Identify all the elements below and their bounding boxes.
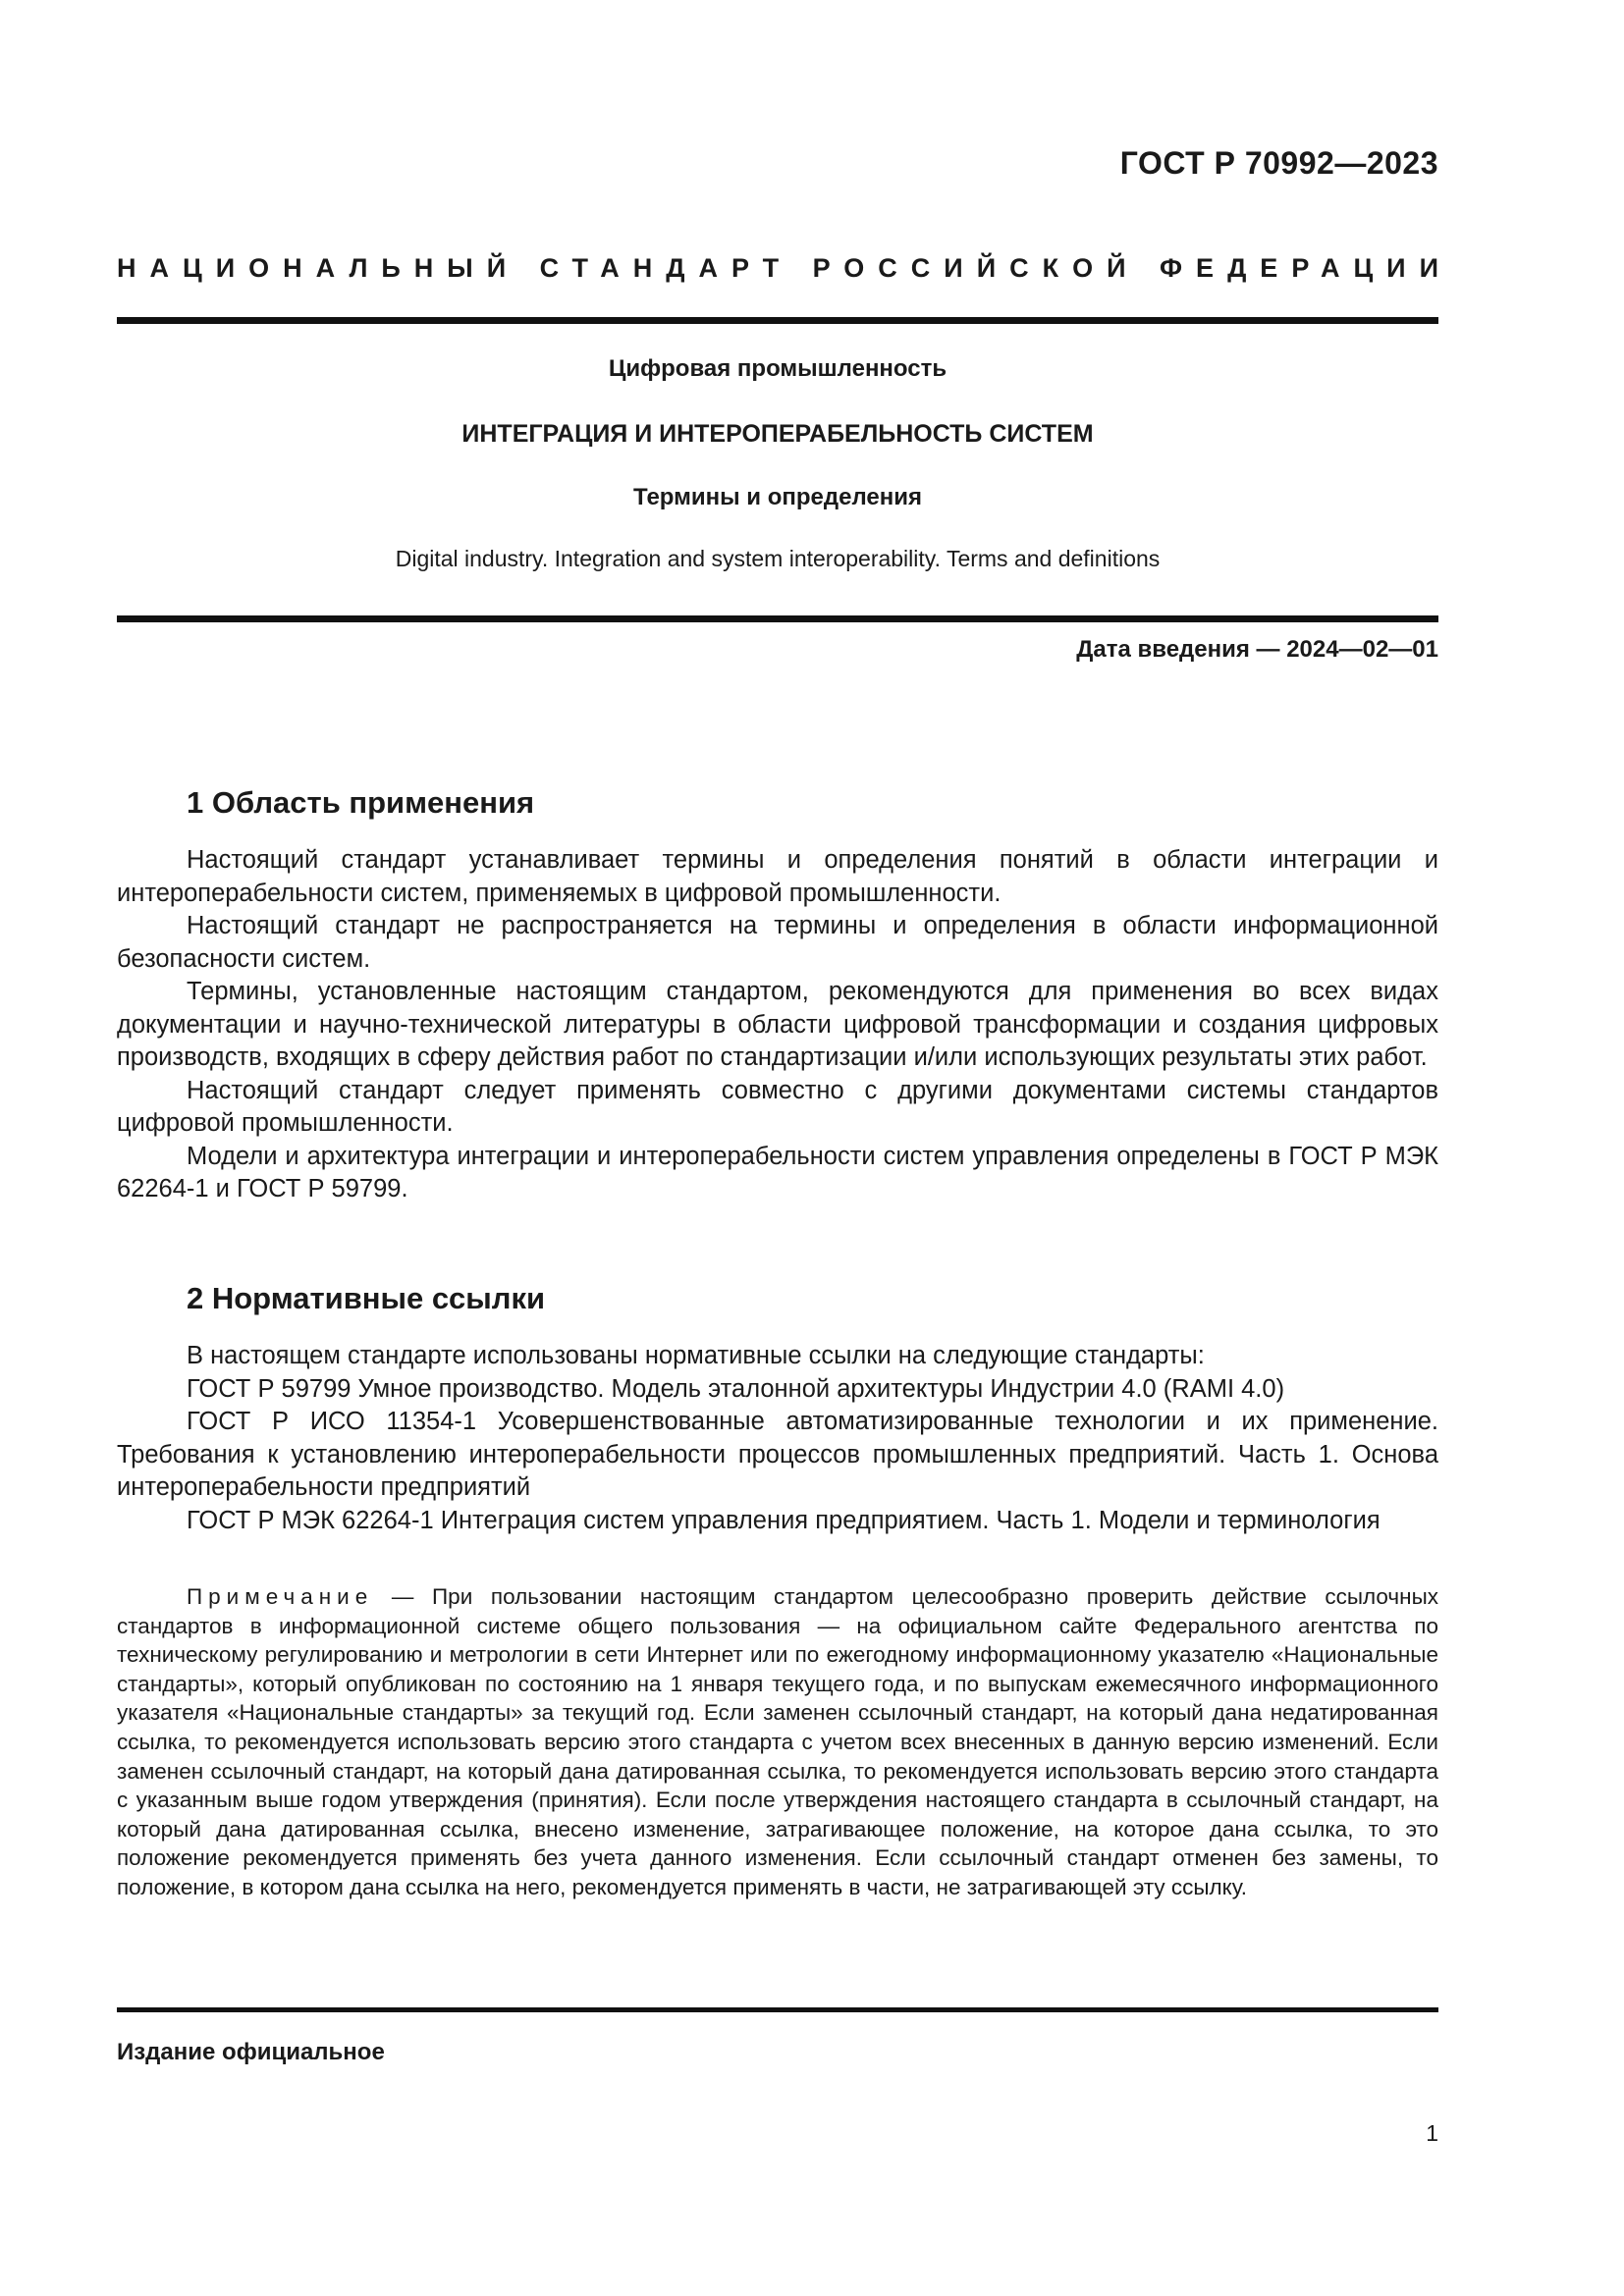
section-1-heading: 1 Область применения (187, 785, 535, 820)
section-2-heading: 2 Нормативные ссылки (187, 1281, 546, 1315)
note-text: — При пользовании настоящим стандартом целесообразно проверить действие ссылочных стандартов в информационной системе общего пользования — на официальном сайте Федерального агентства по техническому регулированию и метрологии в сети Интернет или по ежегодному информационному указателю «Национальные стандарты», который опубликован по состоянию на 1 января текущего года, и по выпускам ежемесячного информационного указателя «Национальные стандарты» за текущий год. Если заменен ссылочный стандарт, на который дана недатированная ссылка, то рекомендуется использовать версию этого стандарта с учетом всех внесенных в данную версию изменений. Если заменен ссылочный стандарт, на который дана датированная ссылка, то рекомендуется использовать версию этого стандарта с указанным выше годом утверждения (принятия). Если после утверждения настоящего стандарта в ссылочный стандарт, на который дана датированная ссылка, внесено изменение, затрагивающее положение, на которое дана ссылка, то это положение рекомендуется применять без учета данного изменения. Если ссылочный стандарт отменен без замены, то положение, в котором дана ссылка на него, рекомендуется применять в части, не затрагивающей эту ссылку. (117, 1584, 1438, 1899)
reference-item: ГОСТ Р МЭК 62264-1 Интеграция систем управления предприятием. Часть 1. Модели и терминология (187, 1506, 1380, 1534)
document-number: ГОСТ Р 70992—2023 (1119, 145, 1438, 181)
title-industry: Цифровая промышленность (608, 355, 947, 382)
title-subtitle: Термины и определения (632, 484, 923, 510)
title-english: Digital industry. Integration and system interoperability. Terms and definitions (395, 546, 1161, 571)
page-number: 1 (1426, 2120, 1438, 2146)
national-standard-header (117, 253, 1452, 284)
header-word: НАЦИОНАЛЬНЫЙ (117, 253, 520, 283)
top-divider (117, 317, 1438, 324)
section-1-body (117, 844, 1438, 1206)
document-page (117, 0, 1452, 2296)
note-label: Примечание (187, 1584, 374, 1609)
header-word: СТАНДАРТ (539, 253, 793, 283)
section-2-body (117, 1340, 1438, 1537)
header-word: РОССИЙСКОЙ (812, 253, 1140, 283)
paragraph: Настоящий стандарт устанавливает термины и определения понятий в области интеграции и интероперабельности систем, применяемых в цифровой промышленности. (117, 846, 1438, 907)
introduction-date: Дата введения — 2024—02—01 (1076, 636, 1438, 663)
paragraph: В настоящем стандарте использованы нормативные ссылки на следующие стандарты: (187, 1342, 1205, 1369)
header-word: ФЕДЕРАЦИИ (1160, 253, 1452, 283)
reference-item: ГОСТ Р ИСО 11354-1 Усовершенствованные автоматизированные технологии и их применение. Требования к установлению интероперабельности процессов промышленных предприятий. Часть 1. Основа интероперабельности предприятий (117, 1408, 1438, 1501)
note-block (117, 1582, 1438, 1902)
paragraph: Термины, установленные настоящим стандартом, рекомендуются для применения во всех видах документации и научно-технической литературы в области цифровой трансформации и создания цифровых производств, входящих в сферу действия работ по стандартизации и/или использующих результаты этих работ. (117, 978, 1438, 1071)
title-main: ИНТЕГРАЦИЯ И ИНТЕРОПЕРАБЕЛЬНОСТЬ СИСТЕМ (461, 420, 1094, 448)
reference-item: ГОСТ Р 59799 Умное производство. Модель эталонной архитектуры Индустрии 4.0 (RAMI 4.0) (187, 1374, 1285, 1403)
official-edition-label: Издание официальное (117, 2039, 385, 2065)
title-divider (117, 615, 1438, 622)
paragraph: Настоящий стандарт следует применять совместно с другими документами системы стандартов цифровой промышленности. (117, 1076, 1438, 1137)
paragraph: Настоящий стандарт не распространяется на термины и определения в области информационной безопасности систем. (117, 912, 1438, 973)
paragraph: Модели и архитектура интеграции и интероперабельности систем управления определены в ГОСТ Р МЭК 62264-1 и ГОСТ Р 59799. (117, 1142, 1438, 1202)
footer-divider (117, 2007, 1438, 2012)
